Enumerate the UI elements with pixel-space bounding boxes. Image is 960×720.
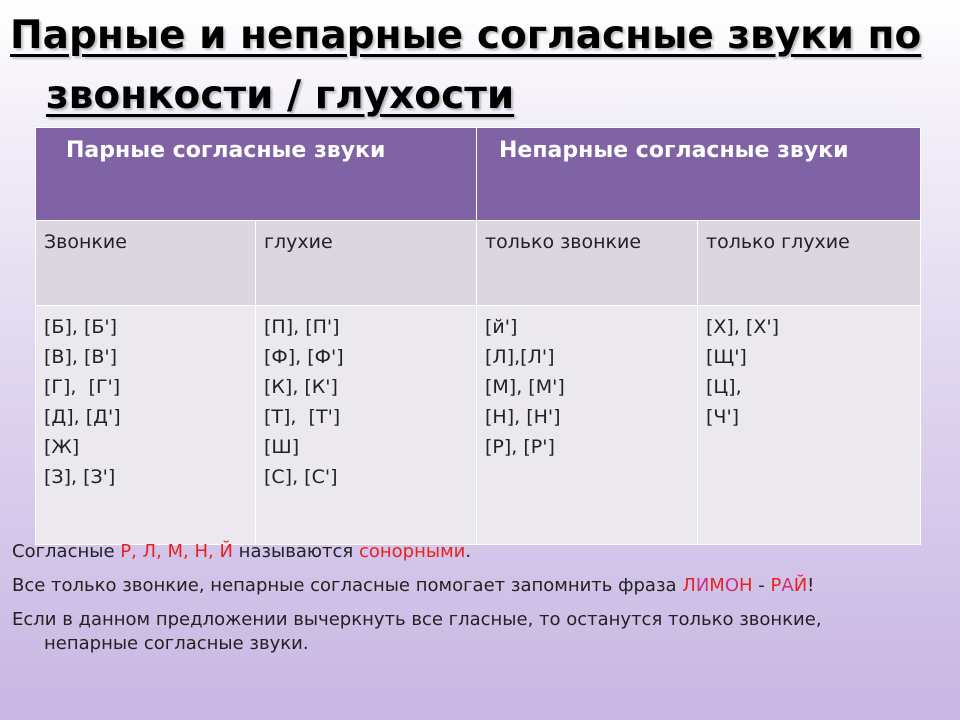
list-item: [П], [П']: [264, 316, 340, 338]
note-mnemonic: [12, 574, 947, 598]
note-text: Если в данном предложении вычеркнуть все гласные, то останутся только звонкие,: [12, 609, 822, 630]
list-item: [Л],[Л']: [485, 346, 555, 368]
note-text: Все только звонкие, непарные согласные помогает запомнить фраза: [12, 575, 683, 596]
subheader-only-voiced: только звонкие: [477, 221, 698, 306]
subheader-voiced: Звонкие: [36, 221, 256, 306]
mnemonic-letter: Й: [793, 575, 808, 596]
note-sonorants: [12, 540, 947, 564]
list-item: [Ц],: [706, 376, 742, 398]
mnemonic-letter: А: [781, 575, 794, 596]
note-text: .: [465, 541, 472, 562]
list-item: [С], [С']: [264, 466, 338, 488]
list-item: [М], [М']: [485, 376, 565, 398]
note-text: непарные согласные звуки.: [44, 633, 309, 654]
subheader-voiceless: глухие: [256, 221, 477, 306]
consonants-table: [35, 127, 921, 545]
list-item: [Р], [Р']: [485, 436, 555, 458]
mnemonic-letter: М: [709, 575, 725, 596]
mnemonic-letter: Н: [739, 575, 753, 596]
list-item: [й']: [485, 316, 518, 338]
voiceless-cell: [256, 306, 477, 545]
note-text: называются: [232, 541, 359, 562]
list-item: [В], [В']: [44, 346, 118, 368]
note-text: Согласные: [12, 541, 121, 562]
title-line-1: Парные и непарные согласные звуки по: [10, 13, 922, 58]
notes: [12, 540, 947, 666]
list-item: [Ш]: [264, 436, 300, 458]
list-item: [Г], [Г']: [44, 376, 121, 398]
mnemonic-letter: Р: [770, 575, 782, 596]
table-row: [36, 306, 921, 545]
list-item: [Б], [Б']: [44, 316, 118, 338]
list-item: [Ф], [Ф']: [264, 346, 344, 368]
only-voiceless-cell: [698, 306, 921, 545]
table-subheader-row: [36, 221, 921, 306]
highlight-word: сонорными: [358, 541, 466, 562]
list-item: [Щ']: [706, 346, 747, 368]
voiced-cell: [36, 306, 256, 545]
title-line-2: звонкости / глухости: [46, 73, 515, 118]
list-item: [Ж]: [44, 436, 80, 458]
subheader-only-voiceless: только глухие: [698, 221, 921, 306]
mnemonic-letter: Л: [682, 575, 696, 596]
list-item: [Ч']: [706, 406, 740, 428]
list-item: [Д], [Д']: [44, 406, 121, 428]
slide-title: [10, 6, 950, 126]
header-paired: Парные согласные звуки: [36, 128, 477, 221]
mnemonic-letter: О: [724, 575, 739, 596]
header-unpaired: Непарные согласные звуки: [477, 128, 921, 221]
mnemonic-letter: -: [752, 575, 771, 596]
highlight-letters: Р, Л, М, Н, Й: [120, 541, 233, 562]
list-item: [Т], [Т']: [264, 406, 341, 428]
list-item: [Н], [Н']: [485, 406, 561, 428]
list-item: [К], [К']: [264, 376, 338, 398]
note-exercise: [12, 608, 947, 656]
list-item: [З], [З']: [44, 466, 116, 488]
note-text: !: [807, 575, 815, 596]
table-header-row: [36, 128, 921, 221]
only-voiced-cell: [477, 306, 698, 545]
mnemonic-letter: И: [695, 575, 710, 596]
list-item: [Х], [Х']: [706, 316, 779, 338]
